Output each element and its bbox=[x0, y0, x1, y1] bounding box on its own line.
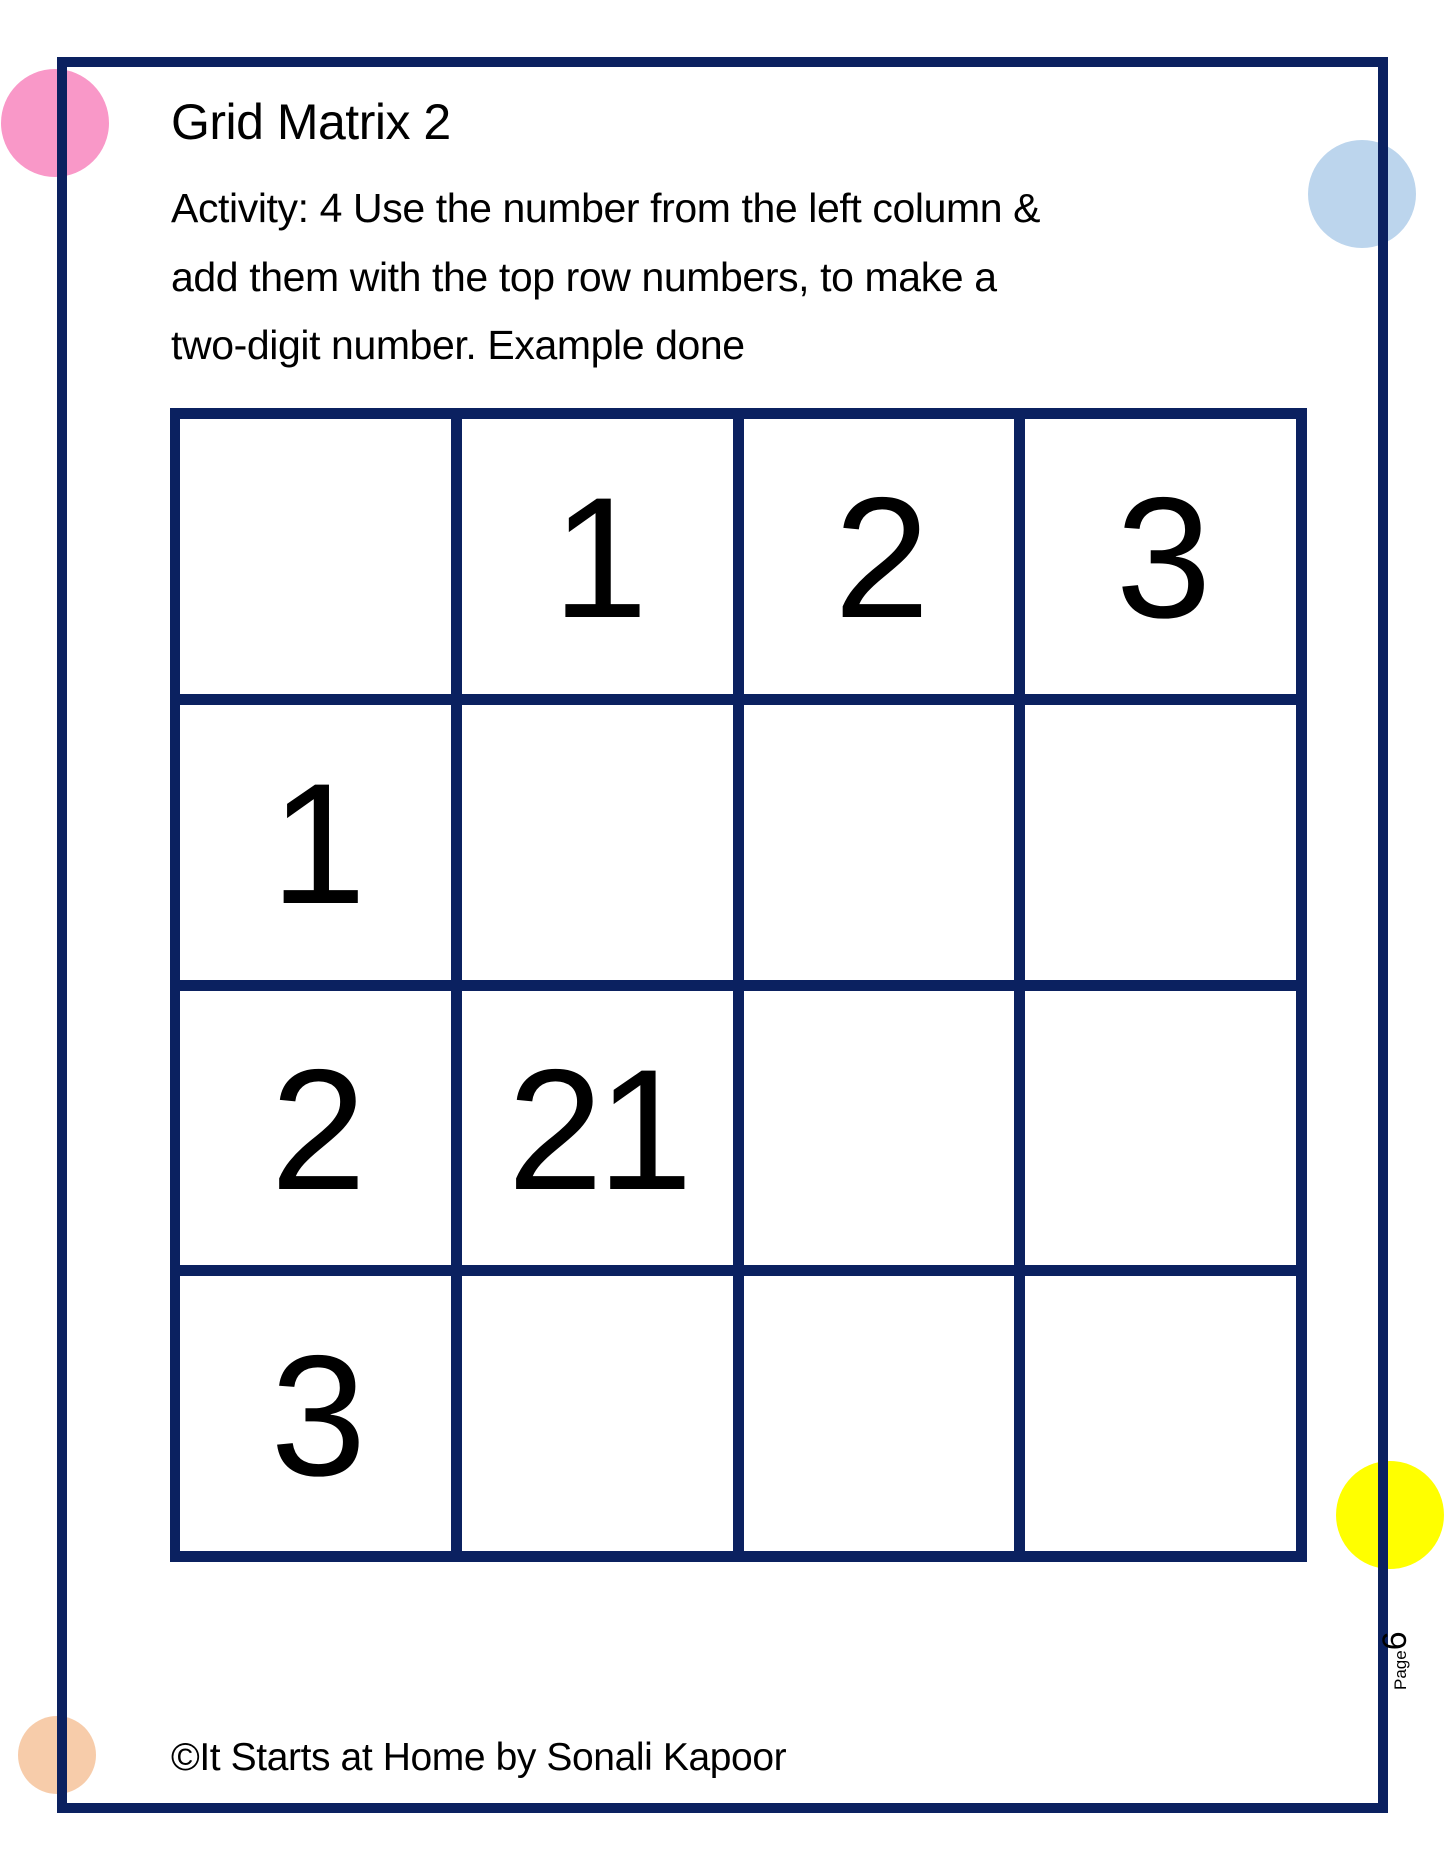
answer-cell[interactable] bbox=[462, 705, 733, 980]
column-header-cell: 3 bbox=[1025, 419, 1296, 694]
answer-cell[interactable] bbox=[1025, 1276, 1296, 1551]
page-value: 6 bbox=[1376, 1631, 1414, 1651]
grid-corner-cell bbox=[180, 419, 451, 694]
activity-instructions bbox=[171, 174, 1291, 380]
answer-cell-example: 21 bbox=[462, 991, 733, 1266]
answer-cell[interactable] bbox=[744, 991, 1015, 1266]
grid-matrix-table bbox=[170, 408, 1307, 1562]
instruction-line: two-digit number. Example done bbox=[171, 322, 745, 368]
instruction-line: add them with the top row numbers, to make a bbox=[171, 253, 997, 300]
instruction-line: Activity: 4 Use the number from the left column & bbox=[171, 185, 1041, 231]
row-header-cell: 3 bbox=[180, 1276, 451, 1551]
column-header-cell: 1 bbox=[462, 419, 733, 694]
page-number bbox=[1378, 1631, 1412, 1690]
column-header-cell: 2 bbox=[744, 419, 1015, 694]
copyright-footer: ©It Starts at Home by Sonali Kapoor bbox=[171, 1736, 787, 1779]
answer-cell[interactable] bbox=[744, 1276, 1015, 1551]
worksheet-title: Grid Matrix 2 bbox=[171, 94, 451, 150]
row-header-cell: 2 bbox=[180, 991, 451, 1266]
row-header-cell: 1 bbox=[180, 705, 451, 980]
page-label: Page bbox=[1391, 1650, 1410, 1690]
answer-cell[interactable] bbox=[744, 705, 1015, 980]
answer-cell[interactable] bbox=[1025, 991, 1296, 1266]
answer-cell[interactable] bbox=[1025, 705, 1296, 980]
answer-cell[interactable] bbox=[462, 1276, 733, 1551]
